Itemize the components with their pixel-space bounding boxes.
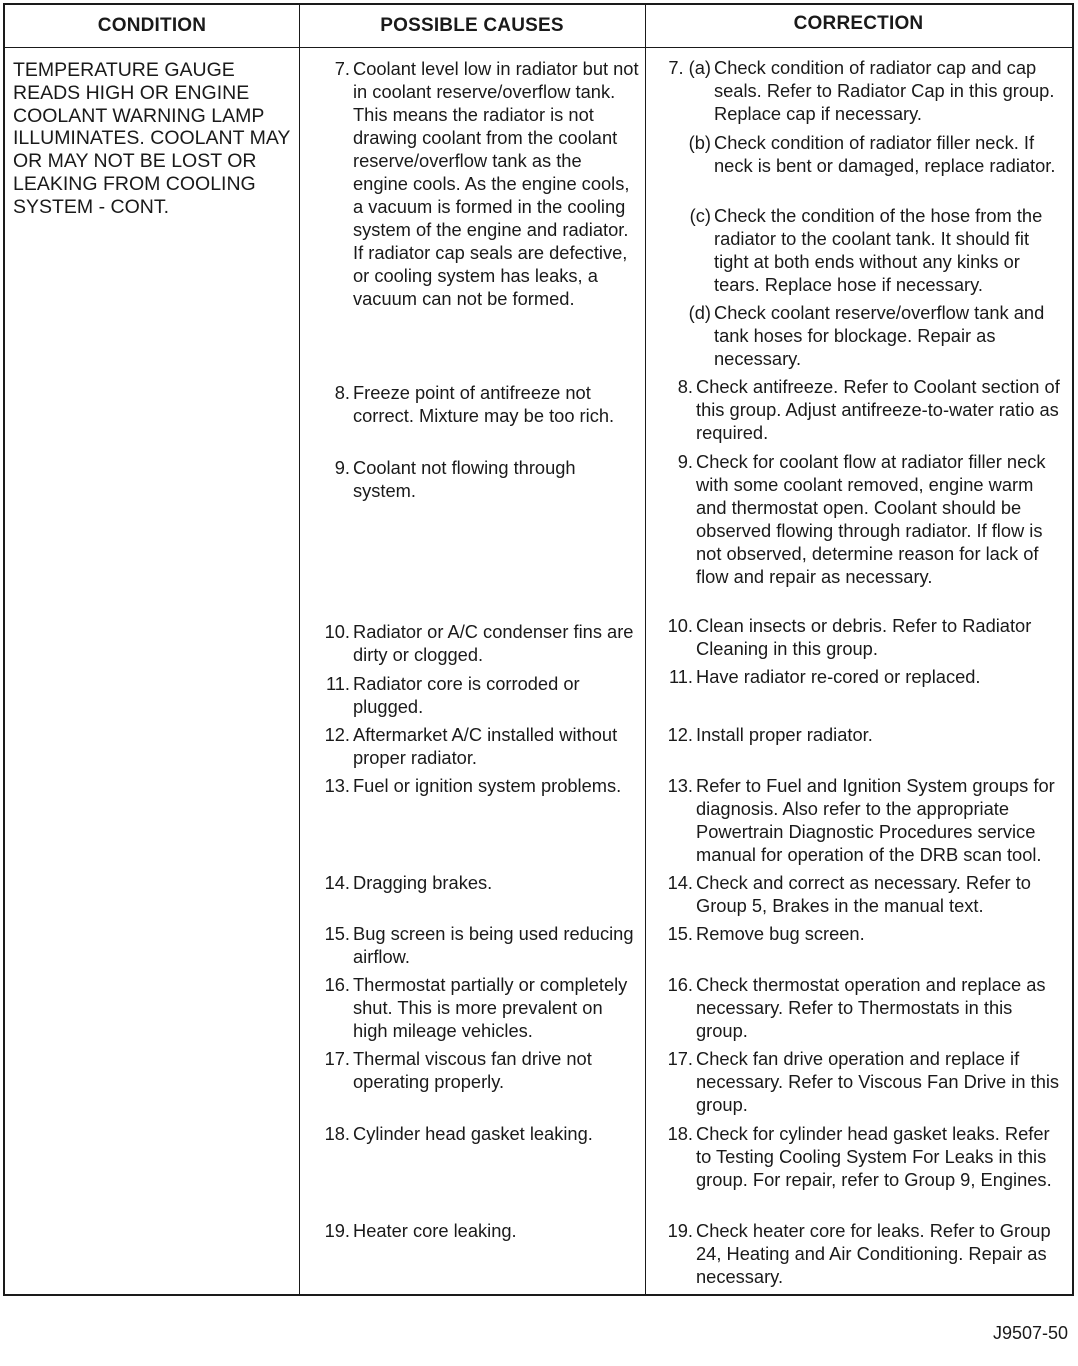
item-number: 15. [324, 923, 350, 944]
item-text: Check condition of radiator cap and cap seals. Refer to Radiator Cap in this group. Replace cap if necessary. [714, 57, 1055, 124]
item-number: 8. [334, 382, 350, 403]
item-text: Dragging brakes. [353, 872, 493, 893]
item-text: Thermal viscous fan drive not operating properly. [353, 1048, 592, 1092]
cause-item [310, 1047, 640, 1093]
item-number: (b) [688, 132, 711, 153]
item-number: 10. [324, 621, 350, 642]
cause-item [310, 1219, 640, 1242]
item-number: 17. [324, 1048, 350, 1069]
item-text: Radiator core is corroded or plugged. [353, 673, 580, 717]
correction-item [657, 1219, 1067, 1288]
cause-item [310, 57, 640, 310]
item-text: Fuel or ignition system problems. [353, 775, 622, 796]
item-number: 12. [667, 724, 693, 745]
item-text: Radiator or A/C condenser fins are dirty or clogged. [353, 621, 634, 665]
item-text: Install proper radiator. [696, 724, 873, 745]
item-number: 7. [334, 58, 350, 79]
cause-item [310, 922, 640, 968]
item-number: 12. [324, 724, 350, 745]
correction-item [657, 204, 1067, 296]
item-number: 11. [668, 666, 693, 687]
correction-item [657, 1122, 1067, 1191]
item-text: Heater core leaking. [353, 1220, 517, 1241]
item-text: Check condition of radiator filler neck. If neck is bent or damaged, replace radiator. [714, 132, 1056, 176]
correction-item [657, 450, 1067, 588]
item-text: Remove bug screen. [696, 923, 865, 944]
item-text: Cylinder head gasket leaking. [353, 1123, 593, 1144]
cause-item [310, 456, 640, 502]
cause-item [310, 620, 640, 666]
cause-item [310, 774, 640, 797]
correction-item [657, 375, 1067, 444]
item-number: (c) [689, 205, 711, 226]
column-divider [645, 5, 646, 1294]
item-text: Have radiator re-cored or replaced. [696, 666, 981, 687]
item-number: (d) [688, 302, 711, 323]
cause-item [310, 871, 640, 894]
item-text: Coolant not flowing through system. [353, 457, 576, 501]
item-number: 10. [667, 615, 693, 636]
header-correction: CORRECTION [793, 13, 924, 34]
figure-id: J9507-50 [992, 1323, 1068, 1343]
item-number: 16. [667, 974, 693, 995]
correction-item [657, 301, 1067, 370]
item-text: Thermostat partially or completely shut. This is more prevalent on high mileage vehicles. [353, 974, 628, 1041]
correction-item [657, 922, 1067, 945]
correction-item [657, 614, 1067, 660]
correction-item [657, 973, 1067, 1042]
correction-item [657, 56, 1067, 125]
item-number: 18. [667, 1123, 693, 1144]
item-text: Refer to Fuel and Ignition System groups for diagnosis. Also refer to the appropriate Powertrain Diagnostic Procedures service manual for operation of the DRB scan tool. [696, 775, 1055, 865]
correction-item [657, 1047, 1067, 1116]
item-text: Freeze point of antifreeze not correct. Mixture may be too rich. [353, 382, 615, 426]
item-text: Check thermostat operation and replace as necessary. Refer to Thermostats in this group. [696, 974, 1046, 1041]
header-divider [5, 47, 1072, 48]
item-number: 16. [324, 974, 350, 995]
correction-item [657, 774, 1067, 866]
item-number: 19. [324, 1220, 350, 1241]
item-text: Check the condition of the hose from the radiator to the coolant tank. It should fit tight at both ends without any kinks or tears. Replace hose if necessary. [714, 205, 1043, 295]
item-number: 9. [677, 451, 693, 472]
correction-item [657, 131, 1067, 177]
item-number: 19. [667, 1220, 693, 1241]
diagnosis-table [3, 3, 1074, 1296]
item-number: 15. [667, 923, 693, 944]
cause-item [310, 381, 640, 427]
cause-item [310, 723, 640, 769]
header-possible-causes: POSSIBLE CAUSES [380, 15, 564, 36]
item-number: 14. [667, 872, 693, 893]
item-text: Check for coolant flow at radiator filler neck with some coolant removed, engine warm and thermostat open. Coolant should be observed flowing through radiator. If flow is not observed, determine reason for lack of flow and repair as necessary. [696, 451, 1046, 587]
item-number: 18. [324, 1123, 350, 1144]
cause-item [310, 973, 640, 1042]
column-divider [299, 5, 300, 1294]
item-text: Check and correct as necessary. Refer to Group 5, Brakes in the manual text. [696, 872, 1031, 916]
item-number: 17. [667, 1048, 693, 1069]
item-number: 9. [334, 457, 350, 478]
item-text: Bug screen is being used reducing airflow. [353, 923, 634, 967]
cause-item [310, 672, 640, 718]
item-text: Check heater core for leaks. Refer to Group 24, Heating and Air Conditioning. Repair as necessary. [696, 1220, 1051, 1287]
item-number: 13. [324, 775, 350, 796]
item-text: Coolant level low in radiator but not in coolant reserve/overflow tank. This means the radiator is not drawing coolant from the coolant reserve/overflow tank as the engine cools. As the engine cools, a vacuum is formed in the cooling system of the engine and radiator. If radiator cap seals are defective, or cooling system has leaks, a vacuum can not be formed. [353, 58, 639, 309]
item-number: 11. [325, 673, 350, 694]
cause-item [310, 1122, 640, 1145]
item-text: Check for cylinder head gasket leaks. Refer to Testing Cooling System For Leaks in this group. For repair, refer to Group 9, Engines. [696, 1123, 1052, 1190]
item-text: Check coolant reserve/overflow tank and tank hoses for blockage. Repair as necessary. [714, 302, 1045, 369]
item-number: 8. [677, 376, 693, 397]
item-text: Check antifreeze. Refer to Coolant section of this group. Adjust antifreeze-to-water ratio as required. [696, 376, 1060, 443]
correction-item [657, 723, 1067, 746]
item-number: 13. [667, 775, 693, 796]
item-number: 7. (a) [668, 57, 711, 78]
item-text: Check fan drive operation and replace if necessary. Refer to Viscous Fan Drive in this group. [696, 1048, 1060, 1115]
correction-item [657, 871, 1067, 917]
correction-item [657, 665, 1067, 688]
condition-text: TEMPERATURE GAUGE READS HIGH OR ENGINE COOLANT WARNING LAMP ILLUMINATES. COOLANT MAY OR MAY NOT BE LOST OR LEAKING FROM COOLING SYSTEM - CONT. [13, 59, 291, 218]
header-condition: CONDITION [97, 15, 207, 36]
item-text: Aftermarket A/C installed without proper radiator. [353, 724, 618, 768]
item-number: 14. [324, 872, 350, 893]
item-text: Clean insects or debris. Refer to Radiator Cleaning in this group. [696, 615, 1032, 659]
